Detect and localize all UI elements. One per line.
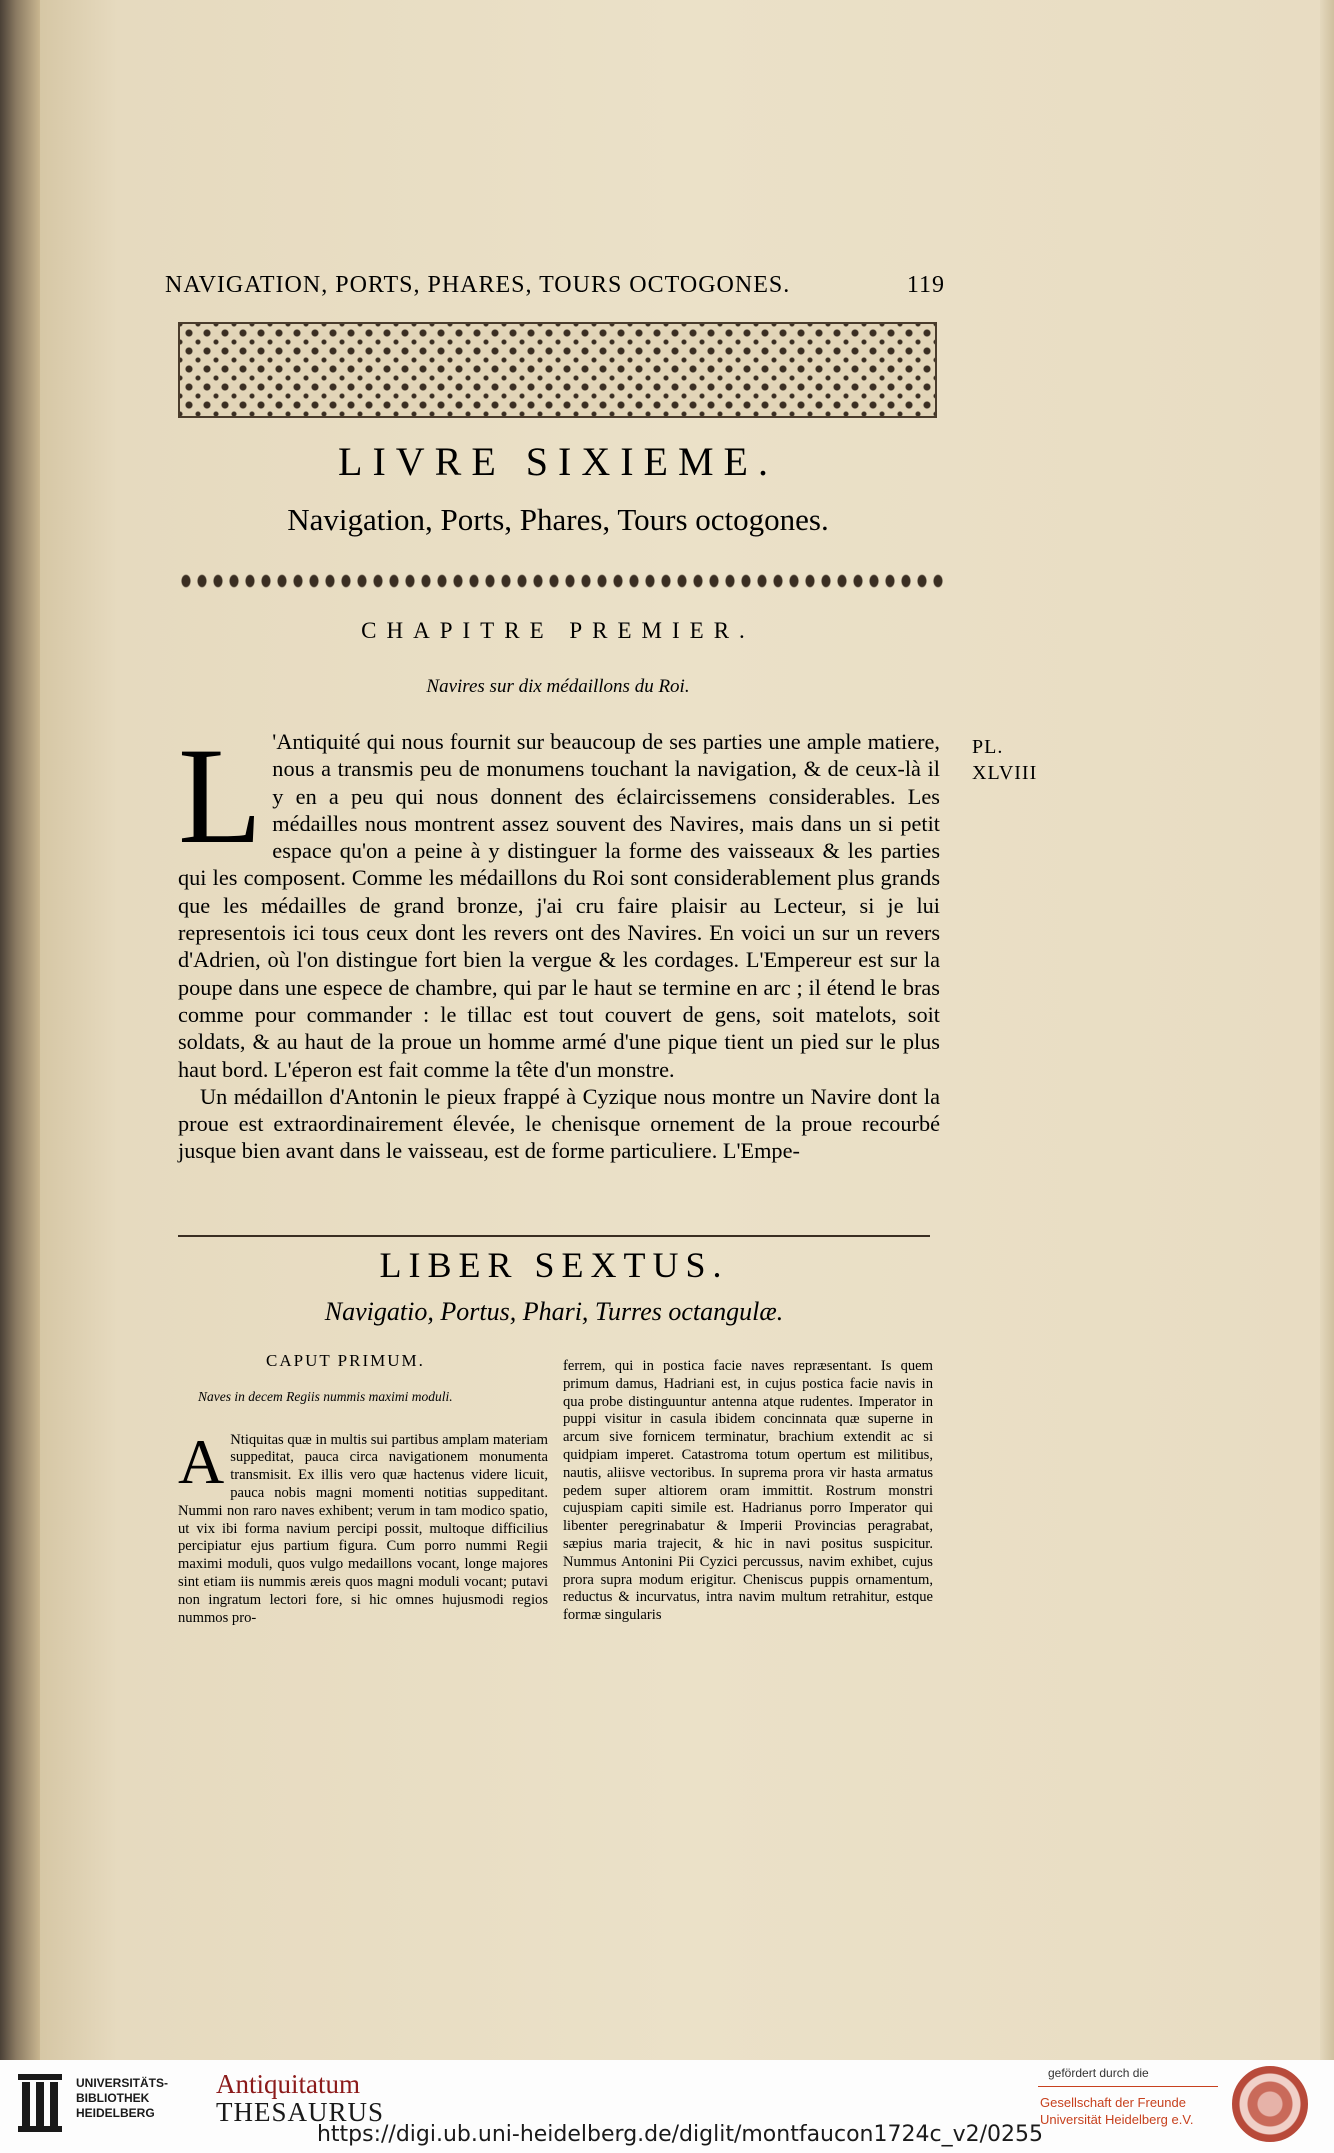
latin-section-title: Naves in decem Regiis nummis maximi moduli.: [198, 1388, 453, 1404]
header-ornament: [178, 322, 937, 418]
library-name-line-3: HEIDELBERG: [76, 2106, 155, 2120]
running-head-title: NAVIGATION, PORTS, PHARES, TOURS OCTOGONES.: [165, 272, 791, 298]
viewer-footer: [0, 2060, 1334, 2153]
french-paragraph-1: 'Antiquité qui nous fournit sur beaucoup de ses parties une ample matiere, nous a transmis peu de monumens touchant la navigation, & de ceux-là il y en a peu qui nous donnent des éclaircissemens considerables. Les médailles nous montrent assez souvent des Navires, mais dans un si petit espace qu'on a peine à y distinguer la forme des vaisseaux & les parties qui les composent. Comme les médaillons du Roi sont considerablement plus grands que les médailles de grand bronze, j'ai cru faire plaisir au Lecteur, si je lui representois ici tous ceux dont les revers ont des Navires. En voici un sur un revers d'Adrien, où l'on distingue fort bien la vergue & les cordages. L'Empereur est sur la poupe dans une espece de chambre, qui par le haut se termine en arc ; il étend le bras comme pour commander : le tillac est tout couvert de gens, soit matelots, soit soldats, & au haut de la proue un homme armé d'une pique tient un pied sur le plus haut bord. L'éperon est fait comme la tête d'un monstre.: [178, 729, 940, 1082]
french-book-title: LIVRE SIXIEME.: [338, 439, 778, 484]
section-rule: [178, 1235, 930, 1237]
latin-left-text: Ntiquitas quæ in multis sui partibus amplam materiam suppeditat, pauca circa navigationem monumenta transmisit. Ex illis vero quæ hactenus videre licuit, pauca nobis magni momenti notitias suppeditant. Nummi non raro naves exhibent; verum in tam modico spatio, ut vix ibi forma navium percipi possit, multoque difficilius percipiatur ejus partium figura. Cum porro nummi Regii maximi moduli, quos vulgo medaillons vocant, longe majores sint etiam iis nummis æreis quos magni moduli vocant; putavi non ingratum lectori fore, si hic omnes hujusmodi regios nummos pro-: [178, 1431, 548, 1626]
university-logo-icon[interactable]: [18, 2074, 62, 2132]
latin-book-title: LIBER SEXTUS.: [379, 1245, 729, 1285]
page-number: 119: [906, 272, 945, 298]
library-name-line-1: UNIVERSITÄTS-: [76, 2076, 169, 2090]
project-title-line-1: Antiquitatum: [216, 2069, 360, 2099]
page-url[interactable]: https://digi.ub.uni-heidelberg.de/diglit/montfaucon1724c_v2/0255: [316, 2122, 1043, 2147]
sponsor-name-link[interactable]: [1040, 2094, 1193, 2128]
project-title-line-2: THESAURUS: [216, 2097, 385, 2127]
latin-book-subtitle: Navigatio, Portus, Phari, Turres octangulæ.: [324, 1297, 784, 1326]
sponsor-divider: [1038, 2086, 1218, 2087]
french-book-subtitle: Navigation, Ports, Phares, Tours octogones.: [287, 502, 829, 537]
french-text: [178, 719, 940, 1165]
ornament-band: [178, 570, 943, 592]
latin-dropcap: A: [178, 1425, 225, 1497]
latin-right-text: ferrem, qui in postica facie naves repræsentant. Is quem primum damus, Hadriani est, in cujus postica facie navis in qua probe distinguuntur antenna atque rudentes. Imperator in puppi visitur in casula ibidem concinnata quæ superne in arcum sive fornicem terminatur, brachium extendit ac si quidpiam imperet. Catastroma totum opertum est militibus, nautis, aliisve vectoribus. In suprema prora vir hasta armatus pedem super altiorem oram immittit. Rostrum monstri cujuspiam capiti simile est. Hadrianus porro Imperator qui libenter peregrinabatur & Imperii Provincias peragrabat, sæpius maria trajecit, & hic in navi positus suspicitur. Nummus Antonini Pii Cyzici percussus, navim exhibet, cujus prora supra modum erigitur. Cheniscus puppis ornamentum, reductus & incurvatus, intra navim multum retrahitur, estque formæ singularis: [563, 1358, 933, 1624]
latin-chapter-heading: CAPUT PRIMUM.: [266, 1351, 425, 1370]
latin-column-right: [563, 1358, 933, 1625]
project-title-link[interactable]: [216, 2070, 384, 2126]
french-paragraph-2: Un médaillon d'Antonin le pieux frappé à Cyzique nous montre un Navire dont la proue est extraordinairement élevée, le chenisque ornement de la proue recourbé jusque bien avant dans le vaisseau, est de forme particuliere. L'Empe-: [178, 1083, 940, 1164]
page-edge: [1320, 0, 1334, 2060]
french-section-title: Navires sur dix médaillons du Roi.: [426, 676, 690, 697]
library-name-line-2: BIBLIOTHEK: [76, 2091, 150, 2105]
sponsor-label: gefördert durch die: [1048, 2066, 1149, 2080]
sponsor-line-1: Gesellschaft der Freunde: [1040, 2095, 1186, 2110]
university-seal-icon[interactable]: [1232, 2066, 1308, 2142]
sponsor-line-2: Universität Heidelberg e.V.: [1040, 2112, 1194, 2127]
book-spine: [0, 0, 40, 2060]
french-dropcap: L: [178, 719, 263, 872]
plate-margin-note: PL. XLVIII: [972, 736, 1038, 784]
latin-column-left: [178, 1352, 548, 1627]
french-chapter-heading: CHAPITRE PREMIER.: [361, 618, 755, 643]
university-library-name[interactable]: [76, 2076, 168, 2121]
running-head: [165, 272, 945, 299]
